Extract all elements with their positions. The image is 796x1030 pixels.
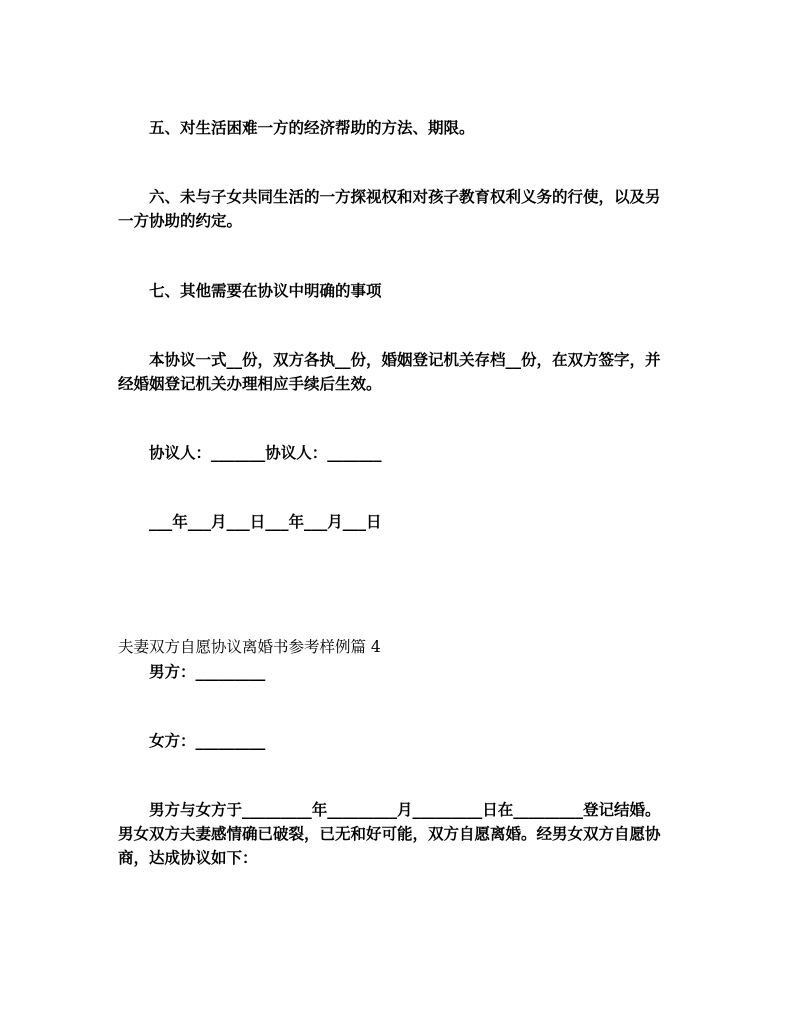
marriage-intro-line-1: 男方与女方于_________年_________月_________日在_________登记结婚。	[149, 800, 661, 819]
copies-clause-line-2: 经婚姻登记机关办理相应手续后生效。	[118, 374, 382, 393]
female-party-field: 女方：_________	[149, 731, 266, 750]
marriage-intro-line-2: 男女双方夫妻感情确已破裂，已无和好可能，双方自愿离婚。经男女双方自愿协	[118, 824, 661, 843]
copies-clause-line-1: 本协议一式__份，双方各执__份，婚姻登记机关存档__份，在双方签字，并	[149, 350, 661, 369]
signing-dates-line: ___年___月___日___年___月___日	[149, 512, 382, 531]
male-party-field: 男方：_________	[149, 662, 266, 681]
sample-4-heading: 夫妻双方自愿协议离婚书参考样例篇 4	[118, 638, 381, 656]
signers-line: 协议人：_______协议人：_______	[149, 443, 382, 462]
item-6-visitation-line-2: 一方协助的约定。	[118, 211, 243, 230]
item-6-visitation-line-1: 六、未与子女共同生活的一方探视权和对孩子教育权利义务的行使，以及另	[149, 187, 661, 206]
item-7-other-matters: 七、其他需要在协议中明确的事项	[149, 281, 382, 300]
marriage-intro-line-3: 商，达成协议如下：	[118, 848, 258, 867]
item-5-economic-help: 五、对生活困难一方的经济帮助的方法、期限。	[149, 118, 475, 137]
